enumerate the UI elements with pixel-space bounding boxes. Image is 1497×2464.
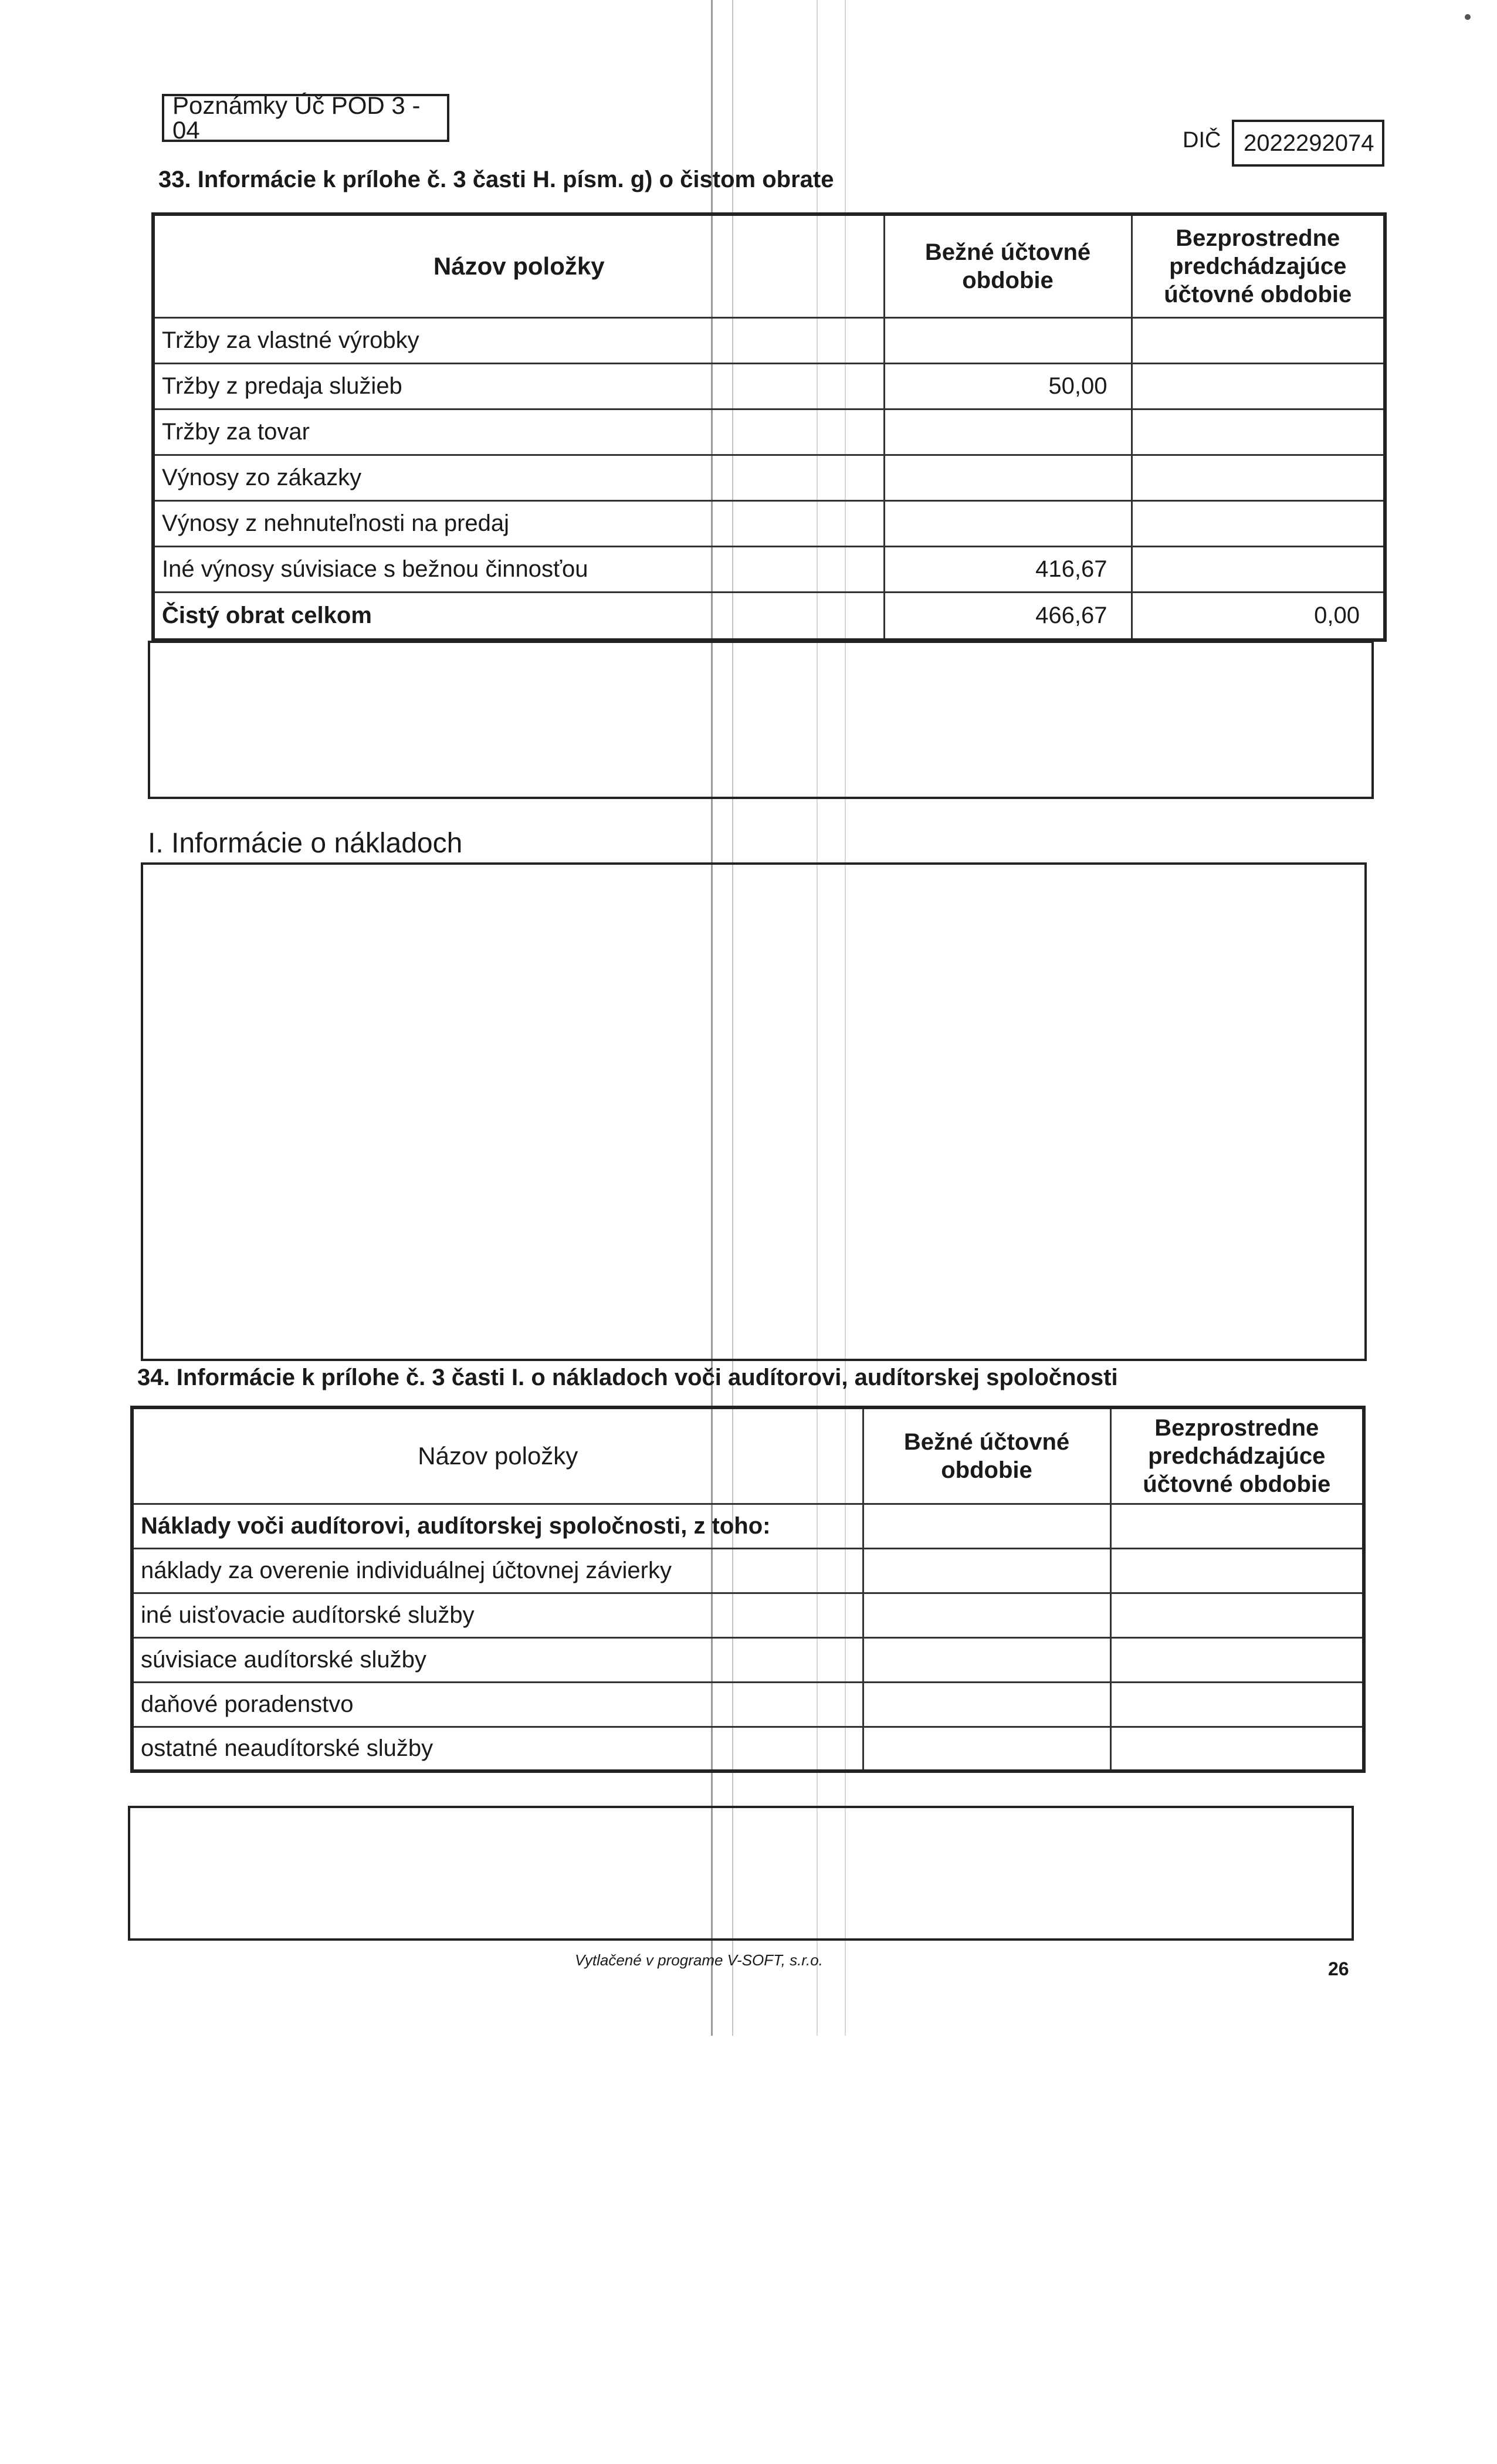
column-header-current: Bežné účtovné obdobie — [863, 1407, 1110, 1504]
section-i-title: I. Informácie o nákladoch — [148, 828, 463, 859]
table-row — [153, 500, 1385, 546]
row-previous-value — [1132, 409, 1385, 455]
table-row — [132, 1504, 1364, 1548]
row-label: súvisiace audítorské služby — [132, 1637, 863, 1682]
row-current-value — [863, 1504, 1110, 1548]
row-previous-value — [1110, 1504, 1364, 1548]
row-previous-value — [1132, 546, 1385, 592]
row-current-value — [863, 1727, 1110, 1771]
form-label-box — [162, 94, 449, 142]
row-label: daňové poradenstvo — [132, 1682, 863, 1727]
row-label: ostatné neaudítorské služby — [132, 1727, 863, 1771]
table-row-total — [153, 592, 1385, 640]
table-header-row — [132, 1407, 1364, 1504]
column-header-name: Názov položky — [132, 1407, 863, 1504]
dic-value: 2022292074 — [1244, 130, 1374, 156]
column-header-current: Bežné účtovné obdobie — [884, 214, 1132, 317]
row-label: náklady za overenie individuálnej účtovnej závierky — [132, 1548, 863, 1593]
row-label: iné uisťovacie audítorské služby — [132, 1593, 863, 1637]
row-current-value — [884, 500, 1132, 546]
table-row — [153, 363, 1385, 409]
row-current-value — [884, 455, 1132, 500]
row-current-value: 50,00 — [884, 363, 1132, 409]
row-previous-value — [1110, 1682, 1364, 1727]
row-current-value: 416,67 — [884, 546, 1132, 592]
table-row — [153, 317, 1385, 363]
section-33-note-box — [148, 641, 1374, 799]
section-34-table — [130, 1406, 1366, 1773]
dic-label: DIČ — [1183, 128, 1221, 153]
table-row — [153, 455, 1385, 500]
row-label: Výnosy zo zákazky — [153, 455, 884, 500]
row-label: Iné výnosy súvisiace s bežnou činnosťou — [153, 546, 884, 592]
row-label: Náklady voči audítorovi, audítorskej spoločnosti, z toho: — [132, 1504, 863, 1548]
column-header-previous: Bezprostredne predchádzajúce účtovné obdobie — [1110, 1407, 1364, 1504]
section-34-title: 34. Informácie k prílohe č. 3 časti I. o nákladoch voči audítorovi, audítorskej spoločnosti — [137, 1365, 1118, 1390]
row-current-value — [884, 409, 1132, 455]
footer-printed-by: Vytlačené v programe V-SOFT, s.r.o. — [575, 1951, 823, 1969]
section-34-note-box — [128, 1806, 1354, 1941]
row-previous-value — [1132, 500, 1385, 546]
scan-speck — [1465, 14, 1471, 20]
row-current-value — [863, 1682, 1110, 1727]
table-row — [132, 1593, 1364, 1637]
section-33-title: 33. Informácie k prílohe č. 3 časti H. písm. g) o čistom obrate — [158, 167, 834, 192]
row-previous-value — [1132, 317, 1385, 363]
table-row — [132, 1682, 1364, 1727]
dic-value-box — [1232, 120, 1384, 167]
row-label: Tržby z predaja služieb — [153, 363, 884, 409]
row-label: Výnosy z nehnuteľnosti na predaj — [153, 500, 884, 546]
table-header-row — [153, 214, 1385, 317]
row-previous-value — [1110, 1593, 1364, 1637]
table-row — [153, 546, 1385, 592]
row-previous-value — [1110, 1548, 1364, 1593]
row-previous-value — [1110, 1637, 1364, 1682]
row-previous-value — [1132, 363, 1385, 409]
row-current-value — [863, 1593, 1110, 1637]
row-current-value: 466,67 — [884, 592, 1132, 640]
table-row — [132, 1727, 1364, 1771]
form-label: Poznámky Úč POD 3 - 04 — [172, 92, 421, 144]
row-label: Tržby za vlastné výrobky — [153, 317, 884, 363]
section-33-table — [151, 212, 1387, 642]
row-previous-value — [1132, 455, 1385, 500]
row-previous-value — [1110, 1727, 1364, 1771]
row-label: Tržby za tovar — [153, 409, 884, 455]
row-current-value — [863, 1637, 1110, 1682]
page-number: 26 — [1328, 1958, 1349, 1979]
row-current-value — [884, 317, 1132, 363]
table-row — [132, 1548, 1364, 1593]
column-header-name: Názov položky — [153, 214, 884, 317]
table-row — [132, 1637, 1364, 1682]
column-header-previous: Bezprostredne predchádzajúce účtovné obdobie — [1132, 214, 1385, 317]
row-current-value — [863, 1548, 1110, 1593]
row-label: Čistý obrat celkom — [153, 592, 884, 640]
table-row — [153, 409, 1385, 455]
section-i-note-box — [141, 862, 1367, 1361]
row-previous-value: 0,00 — [1132, 592, 1385, 640]
